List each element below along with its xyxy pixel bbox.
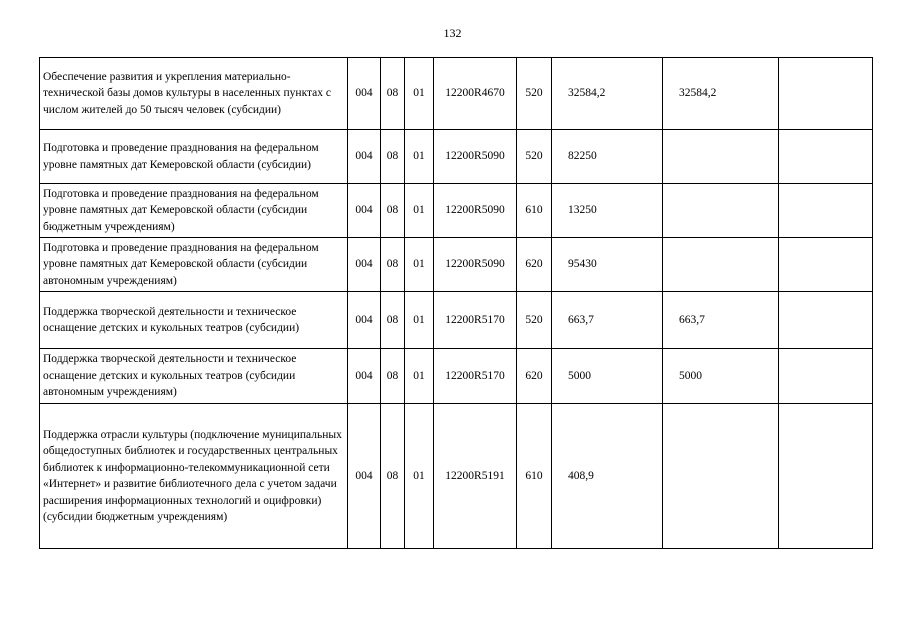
extra-cell xyxy=(779,184,873,238)
expense-type-code: 620 xyxy=(517,349,552,404)
extra-cell xyxy=(779,292,873,349)
extra-cell xyxy=(779,238,873,292)
target-code: 12200R4670 xyxy=(434,58,517,130)
ministry-code: 004 xyxy=(348,184,381,238)
federal-sum-cell xyxy=(663,238,779,292)
extra-cell xyxy=(779,349,873,404)
ministry-code: 004 xyxy=(348,349,381,404)
subsection-code: 01 xyxy=(405,130,434,184)
row-name: Поддержка творческой деятельности и техническое оснащение детских и кукольных театров (субсидии автономным учреждениям) xyxy=(40,349,348,404)
row-name: Поддержка творческой деятельности и техническое оснащение детских и кукольных театров (субсидии) xyxy=(40,292,348,349)
section-code: 08 xyxy=(381,58,405,130)
subsection-code: 01 xyxy=(405,184,434,238)
table-row xyxy=(40,349,873,404)
expense-type-code: 610 xyxy=(517,184,552,238)
ministry-code: 004 xyxy=(348,404,381,549)
federal-sum-cell xyxy=(663,130,779,184)
sum-cell: 82250 xyxy=(552,130,663,184)
target-code: 12200R5090 xyxy=(434,130,517,184)
expense-type-code: 520 xyxy=(517,58,552,130)
budget-table xyxy=(39,57,873,549)
extra-cell xyxy=(779,404,873,549)
federal-sum-cell xyxy=(663,184,779,238)
table-row xyxy=(40,292,873,349)
subsection-code: 01 xyxy=(405,349,434,404)
subsection-code: 01 xyxy=(405,292,434,349)
table-row xyxy=(40,238,873,292)
sum-cell: 32584,2 xyxy=(552,58,663,130)
subsection-code: 01 xyxy=(405,404,434,549)
sum-cell: 5000 xyxy=(552,349,663,404)
sum-cell: 95430 xyxy=(552,238,663,292)
section-code: 08 xyxy=(381,130,405,184)
table-row xyxy=(40,184,873,238)
federal-sum-cell: 5000 xyxy=(663,349,779,404)
sum-cell: 13250 xyxy=(552,184,663,238)
target-code: 12200R5170 xyxy=(434,349,517,404)
section-code: 08 xyxy=(381,238,405,292)
federal-sum-cell: 32584,2 xyxy=(663,58,779,130)
federal-sum-cell: 663,7 xyxy=(663,292,779,349)
ministry-code: 004 xyxy=(348,238,381,292)
ministry-code: 004 xyxy=(348,58,381,130)
expense-type-code: 620 xyxy=(517,238,552,292)
expense-type-code: 520 xyxy=(517,292,552,349)
expense-type-code: 520 xyxy=(517,130,552,184)
extra-cell xyxy=(779,130,873,184)
row-name: Подготовка и проведение празднования на федеральном уровне памятных дат Кемеровской области (субсидии бюджетным учреждениям) xyxy=(40,184,348,238)
table-row xyxy=(40,58,873,130)
page-number: 132 xyxy=(443,26,462,40)
expense-type-code: 610 xyxy=(517,404,552,549)
target-code: 12200R5170 xyxy=(434,292,517,349)
sum-cell: 408,9 xyxy=(552,404,663,549)
federal-sum-cell xyxy=(663,404,779,549)
ministry-code: 004 xyxy=(348,130,381,184)
row-name: Поддержка отрасли культуры (подключение муниципальных общедоступных библиотек и государственных центральных библиотек к информационно-телекоммуникационной сети «Интернет» и развитие библиотечного дела с учетом задачи расширения информационных технологий и оцифровки) (субсидии бюджетным учреждениям) xyxy=(40,404,348,549)
sum-cell: 663,7 xyxy=(552,292,663,349)
row-name: Подготовка и проведение празднования на федеральном уровне памятных дат Кемеровской области (субсидии автономным учреждениям) xyxy=(40,238,348,292)
table-row xyxy=(40,130,873,184)
table-row xyxy=(40,404,873,549)
target-code: 12200R5090 xyxy=(434,184,517,238)
section-code: 08 xyxy=(381,184,405,238)
row-name: Подготовка и проведение празднования на федеральном уровне памятных дат Кемеровской области (субсидии) xyxy=(40,130,348,184)
section-code: 08 xyxy=(381,292,405,349)
ministry-code: 004 xyxy=(348,292,381,349)
row-name: Обеспечение развития и укрепления материально-технической базы домов культуры в населенных пунктах с числом жителей до 50 тысяч человек (субсидии) xyxy=(40,58,348,130)
subsection-code: 01 xyxy=(405,58,434,130)
section-code: 08 xyxy=(381,349,405,404)
target-code: 12200R5191 xyxy=(434,404,517,549)
target-code: 12200R5090 xyxy=(434,238,517,292)
section-code: 08 xyxy=(381,404,405,549)
extra-cell xyxy=(779,58,873,130)
subsection-code: 01 xyxy=(405,238,434,292)
